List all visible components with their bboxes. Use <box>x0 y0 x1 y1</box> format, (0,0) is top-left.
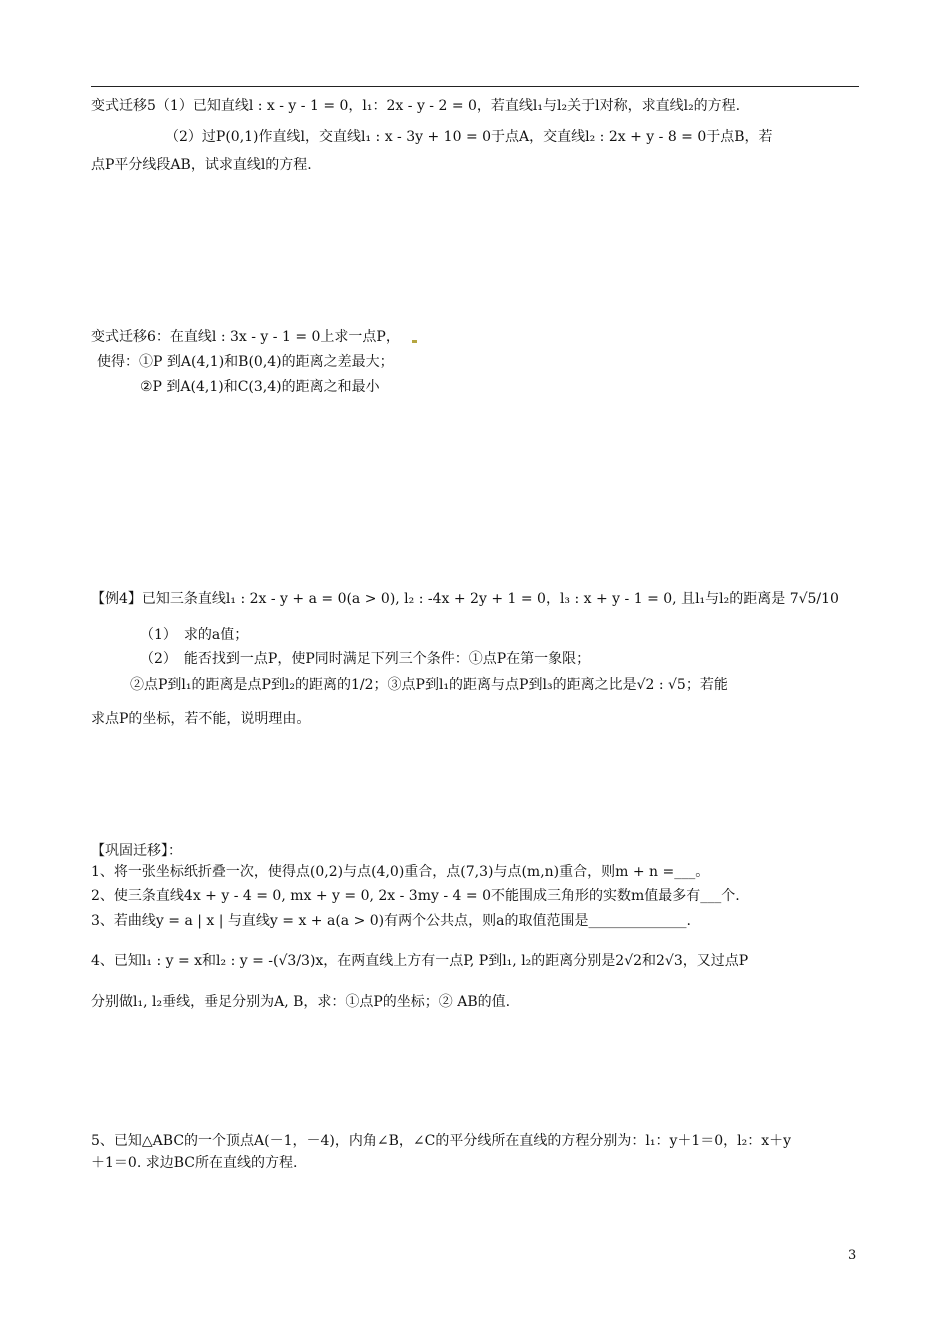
consolidation-q4b: 分别做l₁, l₂垂线，垂足分别为A, B，求：①点P的坐标；② AB的值. <box>91 994 511 1010</box>
scan-mark <box>412 340 417 343</box>
consolidation-q4a: 4、已知l₁ : y = x和l₂ : y = -(√3/3)x，在两直线上方有一点P, P到l₁, l₂的距离分别是2√2和2√3，又过点P <box>91 953 749 969</box>
example4-part1: （1） 求的a值； <box>140 627 249 643</box>
variant6-line3: ②P 到A(4,1)和C(3,4)的距离之和最小 <box>140 379 380 395</box>
header-rule <box>91 86 859 87</box>
consolidation-heading: 【巩固迁移】： <box>91 843 182 859</box>
example4-line4: ②点P到l₁的距离是点P到l₂的距离的1/2；③点P到l₁的距离与点P到l₃的距离之比是√2 : √5；若能 <box>130 677 728 693</box>
example4-part2: （2） 能否找到一点P，使P同时满足下列三个条件：①点P在第一象限； <box>140 651 591 667</box>
variant5-line3: 点P平分线段AB，试求直线l的方程. <box>91 157 312 173</box>
page-number: 3 <box>848 1248 857 1263</box>
variant5-line1: 变式迁移5（1）已知直线l : x - y - 1 = 0，l₁：2x - y - 2 = 0，若直线l₁与l₂关于l对称，求直线l₂的方程. <box>91 98 741 114</box>
consolidation-q5a: 5、已知△ABC的一个顶点A(－1，－4)，内角∠B，∠C的平分线所在直线的方程分别为：l₁：y＋1＝0，l₂：x＋y <box>91 1133 792 1149</box>
example4-line5: 求点P的坐标，若不能，说明理由。 <box>91 711 311 727</box>
consolidation-q1: 1、将一张坐标纸折叠一次，使得点(0,2)与点(4,0)重合，点(7,3)与点(m,n)重合，则m + n =___。 <box>91 864 710 880</box>
example4-line1: 【例4】已知三条直线l₁ : 2x - y + a = 0(a > 0), l₂ : -4x + 2y + 1 = 0，l₃ : x + y - 1 = 0, 且l₁与l₂的距离是 7√5/10 <box>91 591 839 607</box>
consolidation-q3: 3、若曲线y = a | x | 与直线y = x + a(a > 0)有两个公共点，则a的取值范围是______________. <box>91 913 691 929</box>
variant6-line2: 使得：①P 到A(4,1)和B(0,4)的距离之差最大； <box>97 354 394 370</box>
consolidation-q5b: ＋1＝0. 求边BC所在直线的方程. <box>91 1155 298 1171</box>
variant6-line1: 变式迁移6：在直线l : 3x - y - 1 = 0上求一点P， <box>91 329 400 345</box>
consolidation-q2: 2、使三条直线4x + y - 4 = 0, mx + y = 0, 2x - 3my - 4 = 0不能围成三角形的实数m值最多有___个. <box>91 888 740 904</box>
variant5-line2: （2）过P(0,1)作直线l，交直线l₁ : x - 3y + 10 = 0于点A，交直线l₂ : 2x + y - 8 = 0于点B，若 <box>165 129 773 145</box>
